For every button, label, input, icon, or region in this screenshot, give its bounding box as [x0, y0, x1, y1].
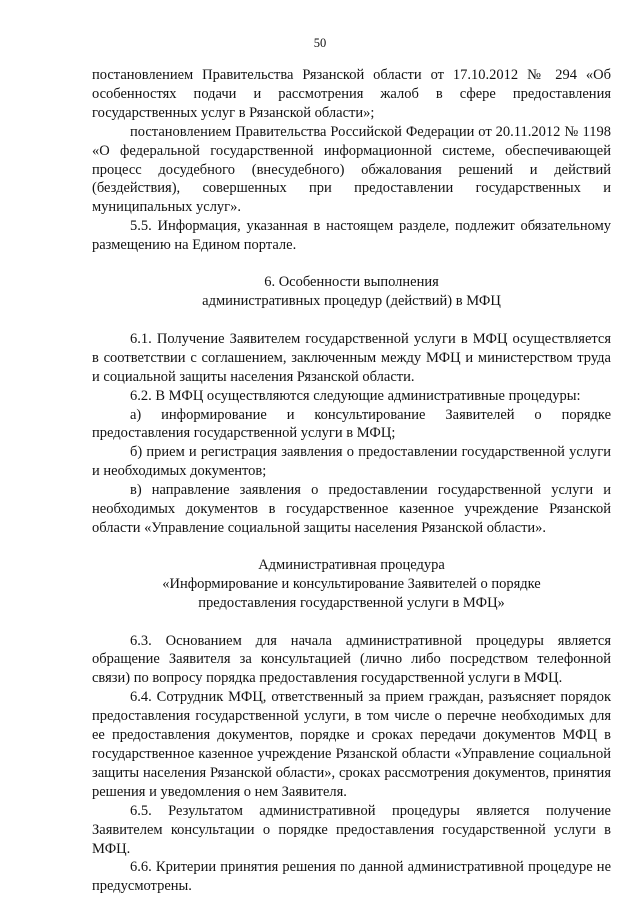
- paragraph-5-5: 5.5. Информация, указанная в настоящем разделе, подлежит обязательному размещению на Едином портале.: [92, 218, 611, 254]
- procedure-heading-line2: «Информирование и консультирование Заявителей о порядке: [162, 575, 541, 592]
- paragraph-6-2-v: в) направление заявления о предоставлении государственной услуги и необходимых документов в государственное казенное учреждение Рязанской области «Управление социальной защиты населения Рязанской области».: [92, 482, 611, 536]
- procedure-heading-line1: Административная процедура: [258, 556, 445, 573]
- paragraph-resolution-294: постановлением Правительства Рязанской области от 17.10.2012 № 294 «Об особенностях подачи и рассмотрения жалоб в сфере предоставления государственных услуг в Рязанской области»;: [92, 67, 611, 121]
- page-number: 50: [313, 36, 327, 50]
- paragraph-6-3: 6.3. Основанием для начала административной процедуры является обращение Заявителя за консультацией (лично либо посредством телефонной связи) по вопросу порядка предоставления государственной услуги в МФЦ.: [92, 632, 611, 687]
- section-6-heading-line2: административных процедур (действий) в МФЦ: [202, 292, 501, 309]
- paragraph-6-4: 6.4. Сотрудник МФЦ, ответственный за прием граждан, разъясняет порядок предоставления государственной услуги, в том числе о перечне необходимых для ее предоставления документов, порядке и сроках передачи документов МФЦ в государственное казенное учреждение Рязанской области «Управление социальной защиты населения Рязанской области», сроках рассмотрения документов, принятия решения и уведомления о нем Заявителя.: [92, 689, 611, 800]
- paragraph-6-5: 6.5. Результатом административной процедуры является получение Заявителем консультации о порядке предоставления государственной услуги в МФЦ.: [92, 802, 611, 857]
- paragraph-6-2: 6.2. В МФЦ осуществляются следующие административные процедуры:: [130, 387, 581, 404]
- paragraph-6-6: 6.6. Критерии принятия решения по данной административной процедуре не предусмотрены.: [92, 859, 611, 895]
- paragraph-resolution-1198: постановлением Правительства Российской Федерации от 20.11.2012 № 1198 «О федеральной государственной информационной системе, обеспечивающей процесс досудебного (внесудебного) обжалования решений и действий (бездействия), совершенных при предоставлении государственных и муниципальных услуг».: [92, 123, 611, 216]
- paragraph-6-2-a: а) информирование и консультирование Заявителей о порядке предоставления государственной услуги в МФЦ;: [92, 406, 611, 442]
- section-6-heading-line1: 6. Особенности выполнения: [264, 274, 439, 291]
- document-body: [92, 66, 611, 896]
- paragraph-6-1: 6.1. Получение Заявителем государственной услуги в МФЦ осуществляется в соответствии с соглашением, заключенным между МФЦ и министерством труда и социальной защиты населения Рязанской области.: [92, 330, 611, 385]
- procedure-heading-line3: предоставления государственной услуги в МФЦ»: [198, 594, 505, 611]
- paragraph-6-2-b: б) прием и регистрация заявления о предоставлении государственной услуги и необходимых документов;: [92, 444, 611, 480]
